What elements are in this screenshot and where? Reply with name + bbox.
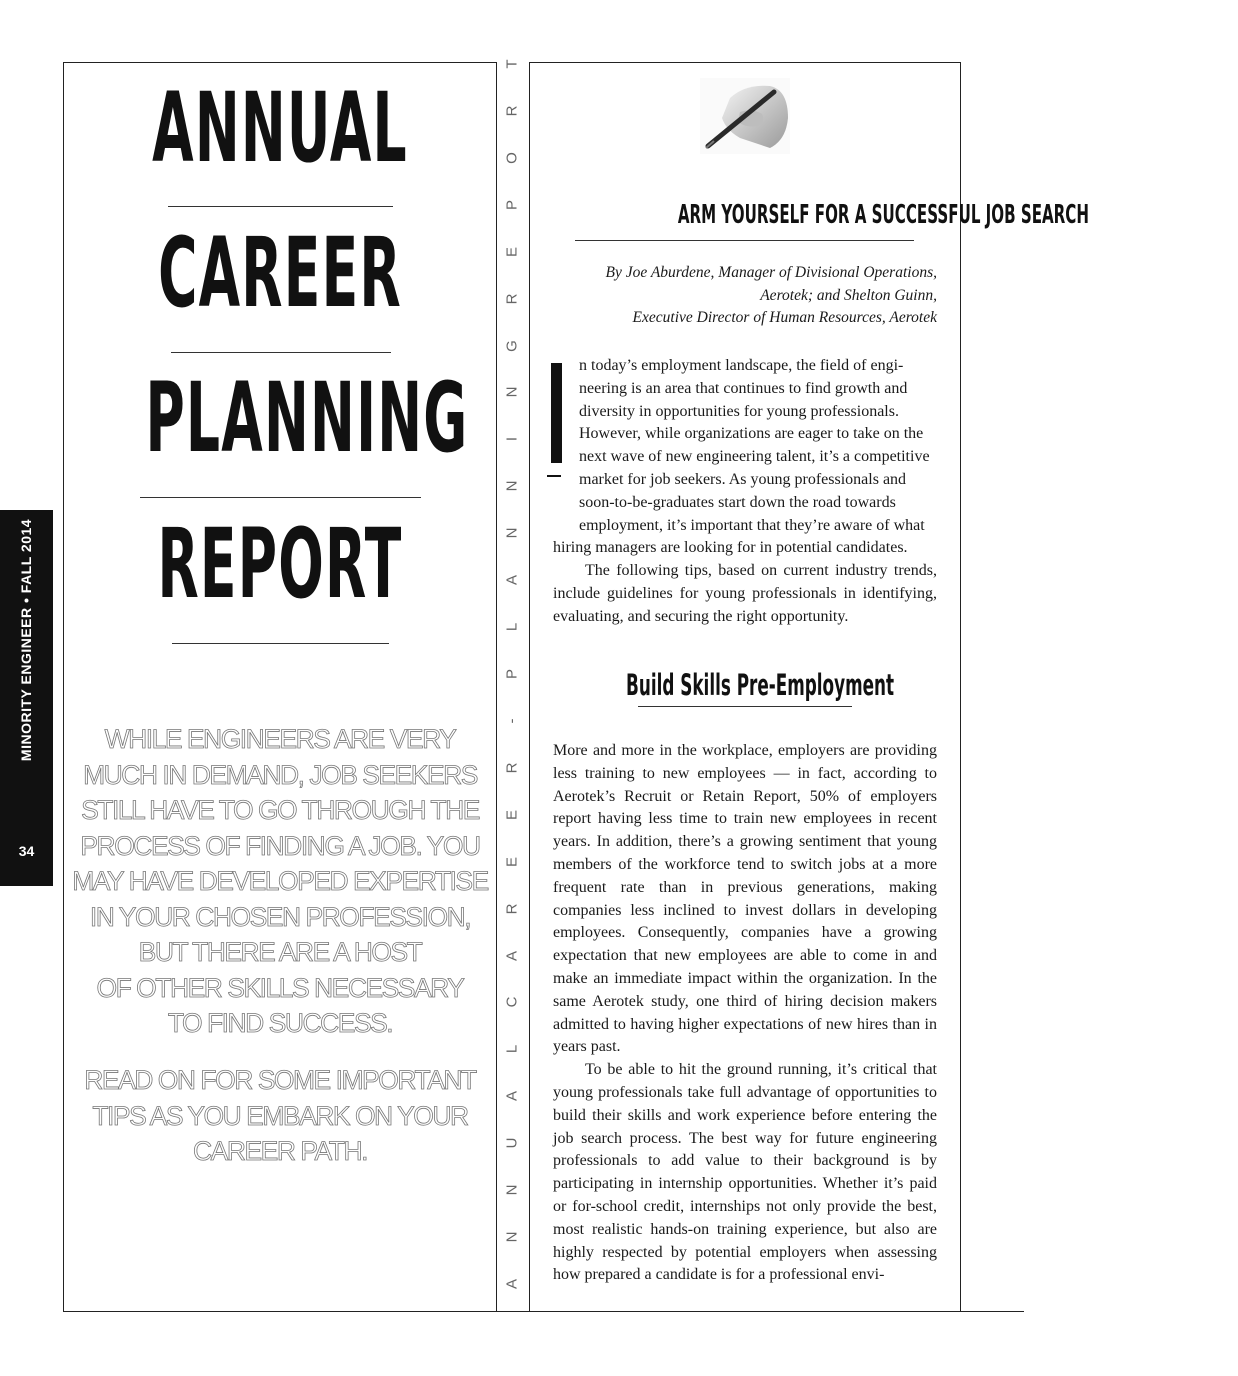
lead-line: neering is an area that continues to find growth and [579,379,908,397]
title-divider [168,206,393,207]
bottom-rule [63,1311,1024,1312]
lead-line: next wave of new engineering talent, it’s a competitive [579,448,930,466]
lead-line: employment, it’s important that they’re aware of what [579,516,925,534]
lead-line: hiring managers are looking for in potential candidates. [553,539,908,557]
lead-line: soon-to-be-graduates start down the road towards [579,493,896,511]
running-head-letter: G [503,339,521,352]
running-head-letter: I [503,437,521,442]
intro-line: MAY HAVE DEVELOPED EXPERTISE [72,866,488,896]
byline [560,262,937,330]
running-head-letter: P [503,668,521,680]
byline-line: By Joe Aburdene, Manager of Divisional Operations, [605,264,937,281]
running-head-vertical [500,54,524,1294]
body-paragraph-1: More and more in the workplace, employers are providing less training to new employees — in fact, according to Aerotek’s Recruit or Retain Report, 50% of employers report having less time to train new employees in recent years. In addition, there’s a growing sentiment that young members of the workforce tend to switch jobs at a more frequent rate than in previous generations, making companies less inclined to invest dollars in developing employees. Consequently, companies have a growing expectation that new employees are able to come in and make an immediate impact within the organization. In the same Aerotek study, one third of hiring decision makers admitted to having higher expectations of new hires than in years past. [553,742,937,1056]
intro-line: MUCH IN DEMAND, JOB SEEKERS [83,759,477,790]
running-head-letter: N [503,480,521,492]
running-head-letter: A [503,575,521,586]
title-divider [172,643,389,644]
lead-line: diversity in opportunities for young professionals. [579,402,899,420]
body-paragraph-2: To be able to hit the ground running, it’s critical that young professionals take full advantage of opportunities to build their skills and work experience before entering the job search process. The best way for future engineering professionals to add value to their background is by participating in internship opportunities. Whether it’s paid or for-school credit, internships not only provide the best, most realistic hands-on training experience, but also are highly respected by potential employers when assessing how prepared a candidate is for a professional envi- [553,1061,937,1284]
hand-with-pen-icon [700,78,790,154]
running-head-letter: N [503,1231,521,1243]
headline-underline [575,240,914,241]
running-head-letter: O [503,152,521,164]
title-word-career: CAREER [158,217,402,329]
lead-line: market for job seekers. As young professionals and [579,470,907,488]
byline-line: Aerotek; and Shelton Guinn, [760,286,937,304]
running-head-letter: E [503,246,521,257]
intro-cta-line: TIPS AS YOU EMBARK ON YOUR [92,1100,468,1131]
running-head-letter: E [503,856,521,867]
intro-line: IN YOUR CHOSEN PROFESSION, [89,901,471,932]
intro-line: PROCESS OF FINDING A JOB. YOU [80,830,480,861]
intro-line: WHILE ENGINEERS ARE VERY [104,724,456,754]
running-head-letter: R [503,293,521,305]
running-head-letter: L [503,1045,521,1054]
running-head-letter: A [503,1091,521,1102]
intro-line: STILL HAVE TO GO THROUGH THE [81,795,479,825]
running-head-letter: A [503,1278,521,1290]
running-head-letter: R [503,105,521,117]
running-head-letter: N [503,527,521,539]
intro-cta-line: CAREER PATH. [193,1136,367,1166]
running-head-letter: A [503,950,521,961]
running-head-letter: N [503,387,521,398]
running-head-letter: L [503,622,521,632]
intro-line: TO FIND SUCCESS. [167,1008,393,1038]
subhead: Build Skills Pre-Employment [626,668,895,702]
title-word-planning: PLANNING [145,362,469,474]
magazine-issue-label: MINORITY ENGINEER • FALL 2014 [18,518,34,762]
running-head-letter: P [503,199,521,210]
body-text [553,740,937,1287]
lead-line: n today’s employment landscape, the field of engi- [579,357,904,374]
intro-text [68,722,492,1042]
lead-paragraph-2: The following tips, based on current industry trends, include guidelines for young professionals in identifying, evaluating, and securing the right opportunity. [553,562,937,625]
running-head-letter: U [503,1137,521,1149]
title-divider [171,352,391,353]
byline-line: Executive Director of Human Resources, Aerotek [632,309,937,326]
article-headline: ARM YOURSELF FOR A SUCCESSFUL JOB SEARCH [677,200,1089,230]
intro-line: OF OTHER SKILLS NECESSARY [96,972,464,1003]
subhead-underline [638,706,852,707]
running-head-letter: N [503,1184,521,1196]
intro-line: BUT THERE ARE A HOST [138,937,422,967]
lead-paragraph [553,355,937,629]
title-divider [140,497,421,498]
running-head-letter: E [503,809,521,820]
running-head-letter: - [503,718,521,724]
report-title [63,72,497,660]
running-head-letter: R [503,903,521,915]
intro-cta-line: READ ON FOR SOME IMPORTANT [84,1065,476,1095]
lead-line: However, while organizations are eager to take on the [579,425,924,443]
running-head-letter: R [503,762,521,774]
page-number: 34 [18,843,35,859]
running-head-letter: C [503,997,521,1008]
running-head-letter: T [503,59,521,69]
intro-cta [68,1063,492,1170]
title-word-report: REPORT [157,508,403,620]
title-word-annual: ANNUAL [152,72,408,184]
